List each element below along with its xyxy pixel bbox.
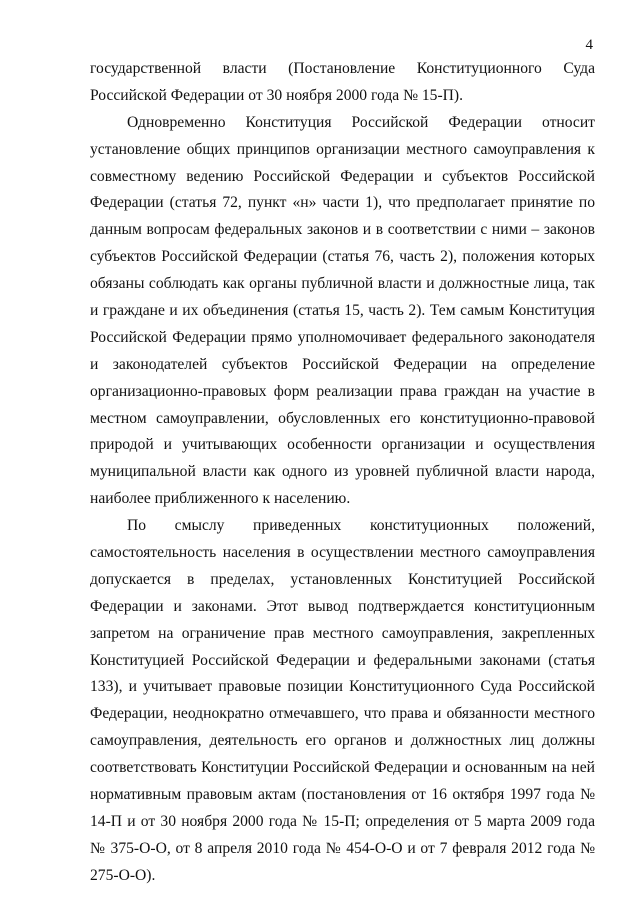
text-line: государственной власти (Постановление Конституционного Суда	[90, 60, 595, 77]
text-line: 14-П и от 30 ноября 2000 года № 15-П; определения от 5 марта 2009 года	[90, 812, 595, 830]
text-line: допускается в пределах, установленных Конституцией Российской	[90, 570, 595, 588]
paragraph-2	[90, 110, 595, 513]
text-line: запретом на ограничение прав местного самоуправления, закрепленных	[90, 624, 595, 642]
text-line: самостоятельность населения в осуществлении местного самоуправления	[90, 544, 595, 562]
text-line: организационно-правовых форм реализации права граждан на участие в	[90, 382, 595, 400]
page-number: 4	[585, 37, 593, 53]
text-line: установление общих принципов организации местного самоуправления к	[90, 140, 595, 158]
document-body	[90, 56, 595, 890]
text-line: наиболее приближенного к населению.	[90, 490, 351, 508]
text-line: и законодателей субъектов Российской Федерации на определение	[90, 355, 595, 373]
text-line: субъектов Российской Федерации (статья 76, часть 2), положения которых	[90, 248, 595, 266]
text-line: 133), и учитывает правовые позиции Конституционного Суда Российской	[90, 678, 595, 696]
text-line: природой и учитывающих особенности организации и осуществления	[90, 436, 595, 454]
text-line: нормативным правовым актам (постановления от 16 октября 1997 года №	[90, 786, 595, 804]
text-line: Российской Федерации от 30 ноября 2000 года № 15-П).	[90, 86, 464, 104]
text-line: обязаны соблюдать как органы публичной власти и должностные лица, так	[90, 275, 595, 293]
text-line: По смыслу приведенных конституционных положений,	[127, 517, 595, 535]
text-line: муниципальной власти как одного из уровней публичной власти народа,	[90, 463, 595, 481]
text-line: № 375-О-О, от 8 апреля 2010 года № 454-О-О и от 7 февраля 2012 года №	[90, 839, 595, 857]
text-line: самоуправления, деятельность его органов и должностных лиц должны	[90, 732, 595, 750]
paragraph-1	[90, 56, 595, 110]
text-line: Федерации (статья 72, пункт «н» части 1), что предполагает принятие по	[90, 194, 595, 212]
text-line: Федерации, неоднократно отмечавшего, что права и обязанности местного	[90, 705, 595, 723]
text-line: местном самоуправлении, обусловленных его конституционно-правовой	[90, 409, 595, 427]
text-line: Конституцией Российской Федерации и федеральными законами (статья	[90, 651, 595, 669]
text-line: совместному ведению Российской Федерации и субъектов Российской	[90, 167, 595, 185]
text-line: данным вопросам федеральных законов и в соответствии с ними – законов	[90, 221, 595, 239]
text-line: соответствовать Конституции Российской Федерации и основанным на ней	[90, 759, 595, 777]
text-line: Российской Федерации прямо уполномочивает федерального законодателя	[90, 328, 595, 346]
paragraph-3	[90, 513, 595, 889]
text-line: и граждане и их объединения (статья 15, часть 2). Тем самым Конституция	[90, 302, 595, 320]
text-line: Федерации и законами. Этот вывод подтверждается конституционным	[90, 597, 595, 615]
text-line: 275-О-О).	[90, 866, 156, 884]
text-line: Одновременно Конституция Российской Федерации относит	[127, 113, 595, 131]
